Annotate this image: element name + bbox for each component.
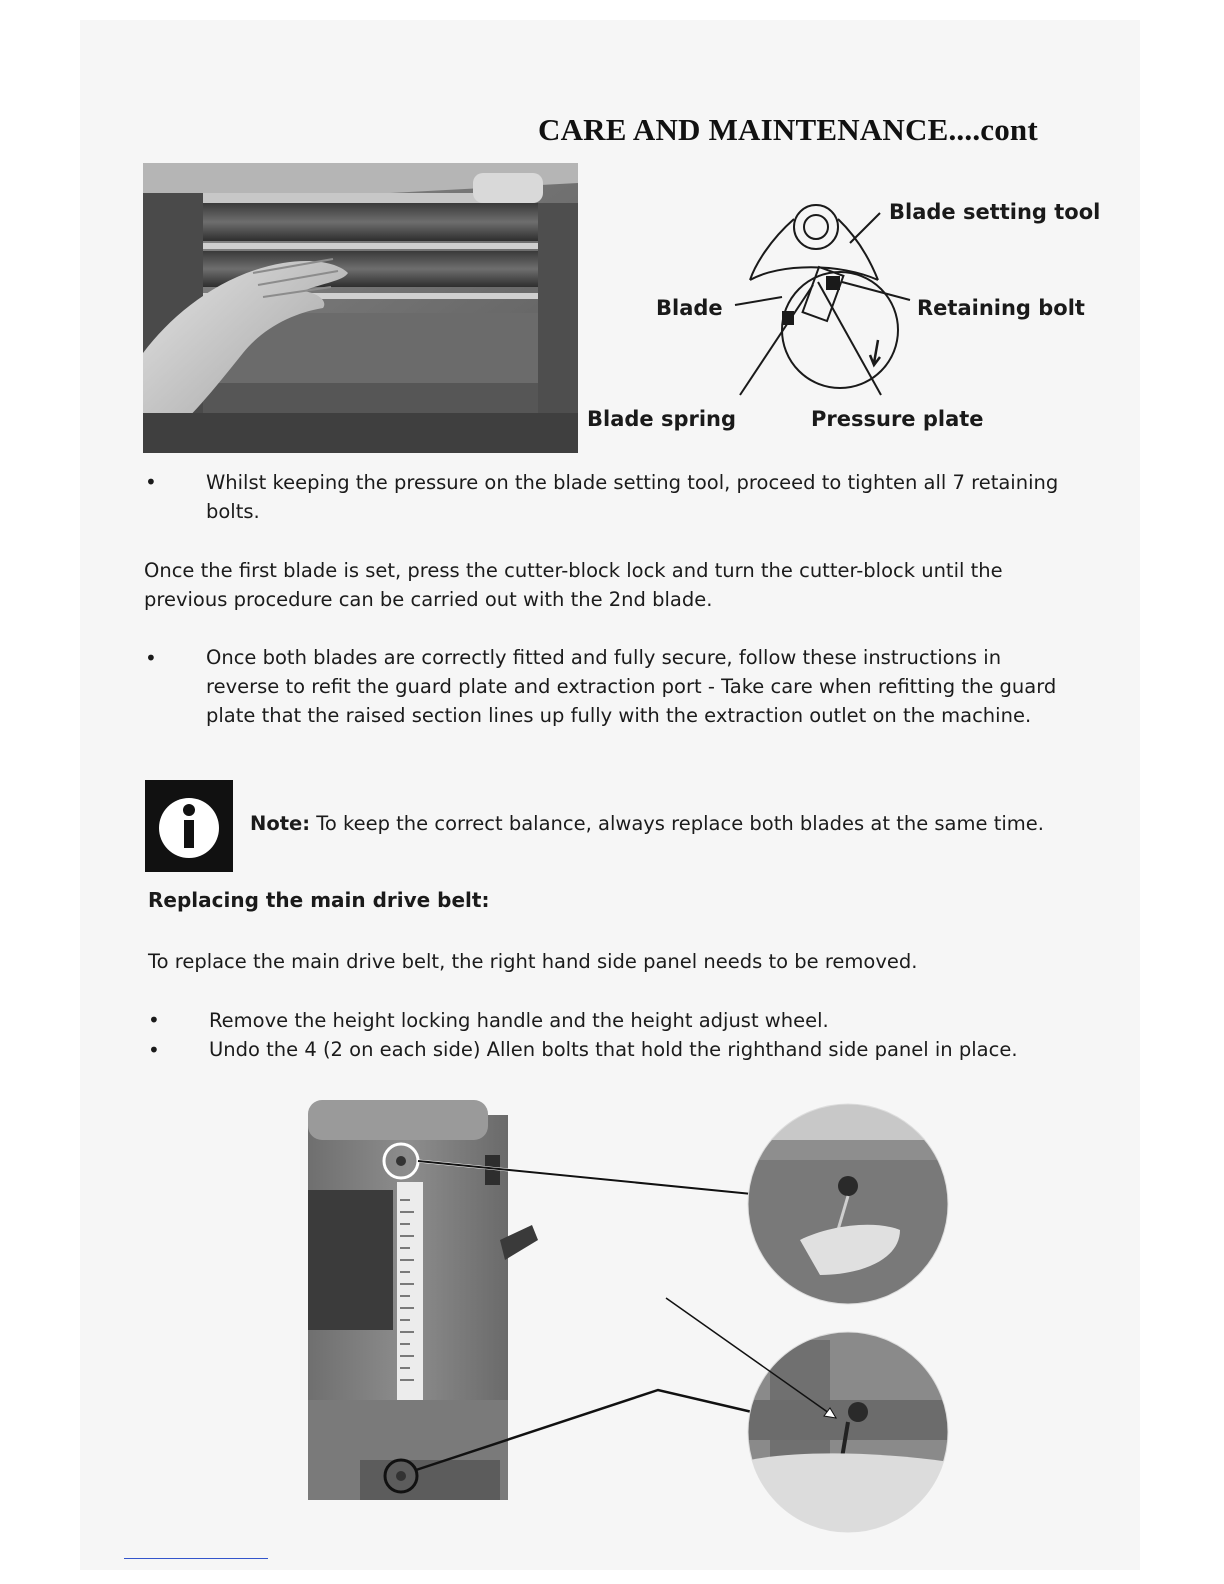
info-icon [145,780,233,872]
label-pressure-plate: Pressure plate [811,407,984,431]
section-heading: Replacing the main drive belt: [148,888,490,912]
note-label: Note: [250,812,311,835]
bullet-marker: • [145,470,157,494]
note-paragraph [250,809,1070,838]
paragraph-first-blade: Once the first blade is set, press the cutter-block lock and turn the cutter-block until the previous procedure can be carried out with the 2nd blade. [144,559,1003,611]
label-blade-spring: Blade spring [587,407,737,431]
label-blade-setting-tool: Blade setting tool [889,200,1101,224]
page-title: CARE AND MAINTENANCE....cont [538,112,1038,147]
side-panel-photo [300,1100,960,1540]
bullet-marker: • [148,1038,160,1062]
bullet-marker: • [148,1008,160,1032]
note-text: To keep the correct balance, always replace both blades at the same time. [310,812,1044,835]
section-bullet-2: Undo the 4 (2 on each side) Allen bolts that hold the righthand side panel in place. [209,1038,1018,1061]
label-blade: Blade [656,296,723,320]
bullet-1-text: Whilst keeping the pressure on the blade setting tool, proceed to tighten all 7 retaining bolts. [206,471,1059,523]
footer-rule [124,1558,268,1559]
bullet-marker: • [145,646,157,670]
bullet-2-text: Once both blades are correctly fitted and fully secure, follow these instructions in reverse to refit the guard plate and extraction port - Take care when refitting the guard plate that the raised section lines up fully with the extraction outlet on the machine. [206,646,1057,727]
section-bullet-1: Remove the height locking handle and the height adjust wheel. [209,1009,829,1032]
blade-setting-diagram [580,185,1140,445]
section-intro: To replace the main drive belt, the right hand side panel needs to be removed. [148,950,918,973]
diagram-drawing [735,205,910,395]
cutter-block-photo [143,163,578,453]
label-retaining-bolt: Retaining bolt [917,296,1085,320]
